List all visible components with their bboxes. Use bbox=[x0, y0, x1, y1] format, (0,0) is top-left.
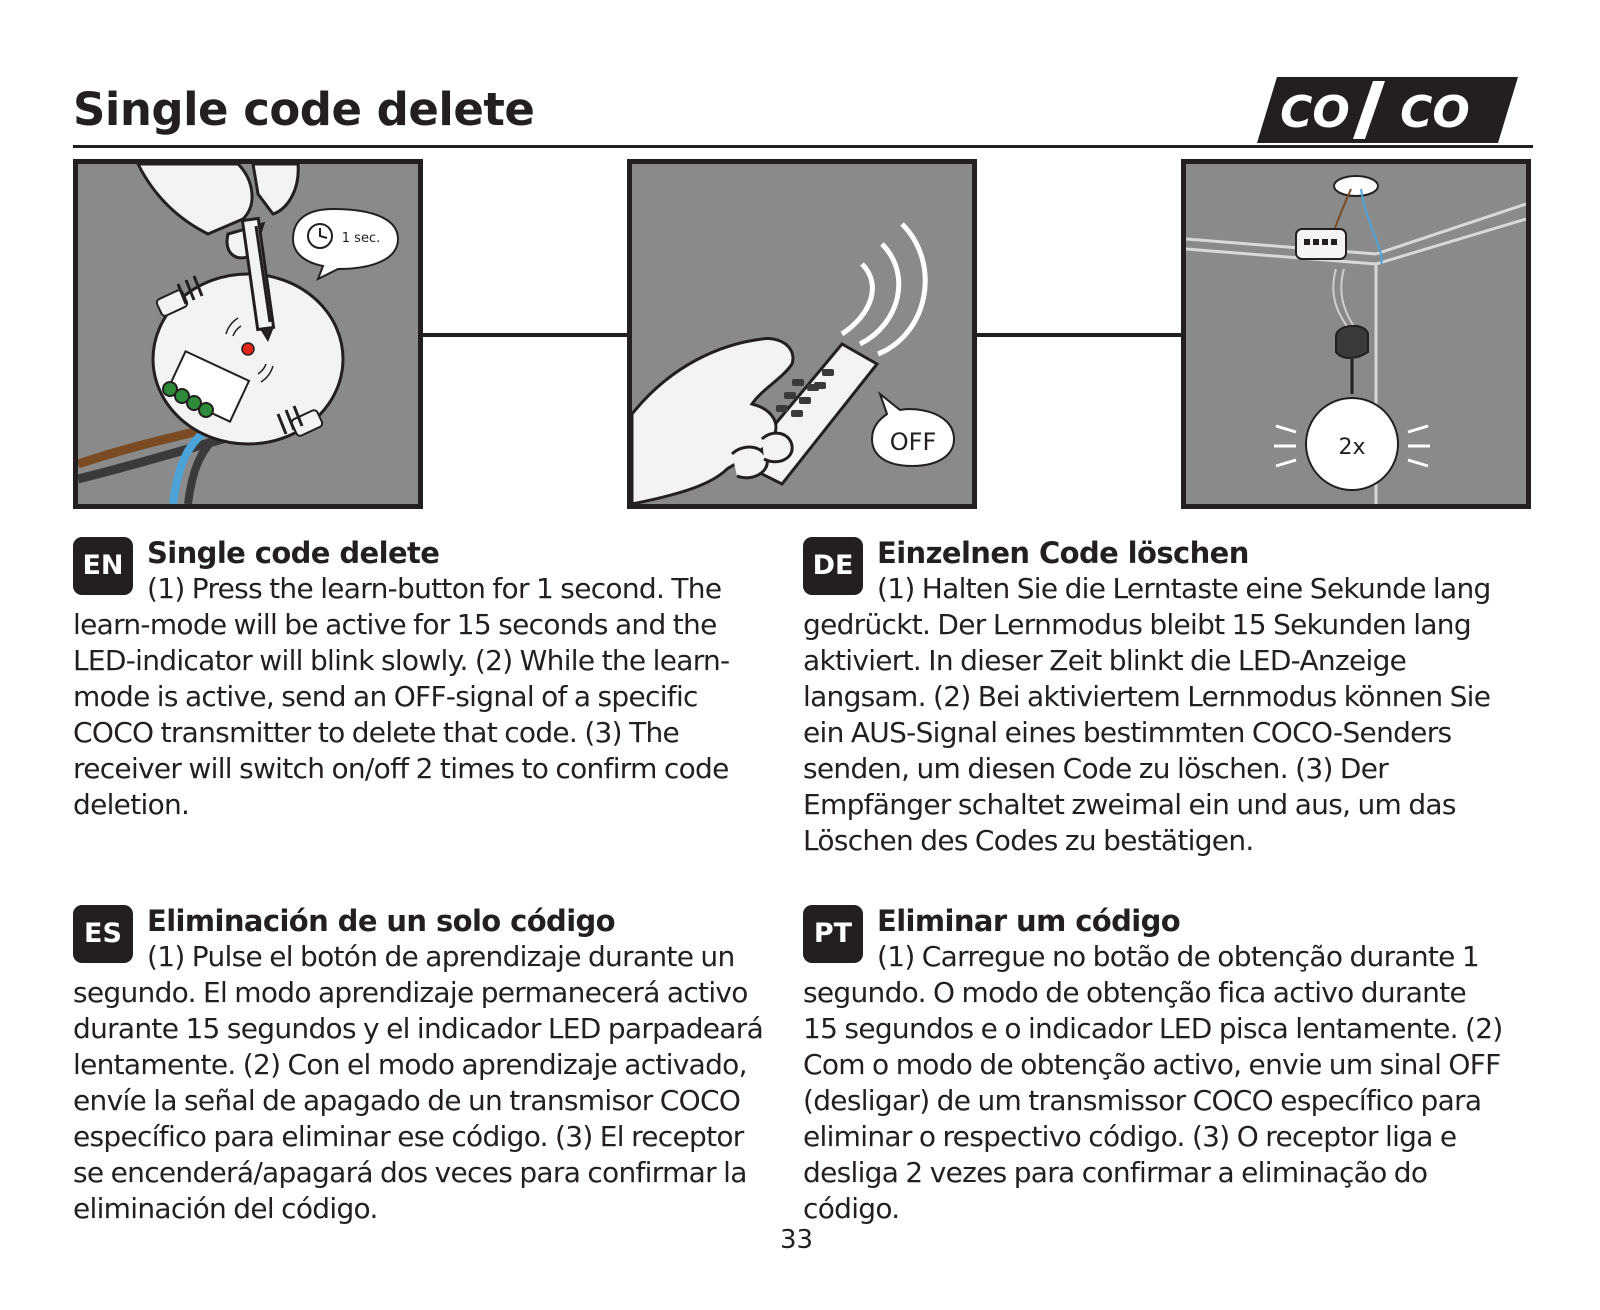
section-heading-es: Eliminación de un solo código bbox=[147, 904, 616, 938]
section-heading-pt: Eliminar um código bbox=[877, 904, 1181, 938]
illustration-send-off-signal bbox=[627, 159, 977, 509]
section-body-en: (1) Press the learn-button for 1 second. The learn-mode will be active for 15 seconds and the LED-indicator will blink slowly. (2) While the learn-mode is active, send an OFF-signal of a specific COCO transmitter to delete that code. (3) The receiver will switch on/off 2 times to confirm code deletion. bbox=[73, 572, 730, 821]
section-es bbox=[73, 903, 773, 1227]
language-badge-de: DE bbox=[803, 537, 863, 595]
section-body-es: (1) Pulse el botón de aprendizaje durante un segundo. El modo aprendizaje permanecerá activo durante 15 segundos y el indicador LED parpadeará lentamente. (2) Con el modo aprendizaje activado, envíe la señal de apagado de un transmisor COCO específico para eliminar ese código. (3) El receptor se encenderá/apagará dos veces para confirmar la eliminación del código. bbox=[73, 940, 764, 1225]
section-body-de: (1) Halten Sie die Lerntaste eine Sekunde lang gedrückt. Der Lernmodus bleibt 15 Sekunden lang aktiviert. In dieser Zeit blinkt die LED-Anzeige langsam. (2) Bei aktiviertem Lernmodus können Sie ein AUS-Signal eines bestimmten COCO-Senders senden, um diesen Code zu löschen. (3) Der Empfänger schaltet zweimal ein und aus, um das Löschen des Codes zu bestätigen. bbox=[803, 572, 1491, 857]
language-badge-en: EN bbox=[73, 537, 133, 595]
section-de bbox=[803, 535, 1503, 859]
page-number: 33 bbox=[780, 1225, 814, 1255]
section-en bbox=[73, 535, 773, 823]
page-title: Single code delete bbox=[73, 83, 535, 136]
section-body-pt: (1) Carregue no botão de obtenção durante 1 segundo. O modo de obtenção fica activo durante 15 segundos e o indicador LED pisca lentamente. (2) Com o modo de obtenção activo, envie um sinal OFF (desligar) de um transmissor COCO específico para eliminar o respectivo código. (3) O receptor liga e desliga 2 vezes para confirmar a eliminação do código. bbox=[803, 940, 1503, 1225]
title-divider bbox=[73, 145, 1533, 148]
blink-count-label: 2x bbox=[1338, 435, 1366, 460]
section-heading-en: Single code delete bbox=[147, 536, 440, 570]
language-badge-es: ES bbox=[73, 905, 133, 963]
logo-text-left: CO bbox=[1280, 87, 1350, 138]
logo-text-right: CO bbox=[1400, 87, 1470, 138]
illustration-lamp-blinks bbox=[1181, 159, 1531, 509]
section-pt bbox=[803, 903, 1503, 1227]
off-signal-label: OFF bbox=[889, 428, 937, 456]
coco-logo bbox=[1255, 75, 1520, 145]
section-heading-de: Einzelnen Code löschen bbox=[877, 536, 1249, 570]
language-badge-pt: PT bbox=[803, 905, 863, 963]
timer-label: 1 sec. bbox=[341, 231, 381, 246]
illustration-press-learn-button bbox=[73, 159, 423, 509]
